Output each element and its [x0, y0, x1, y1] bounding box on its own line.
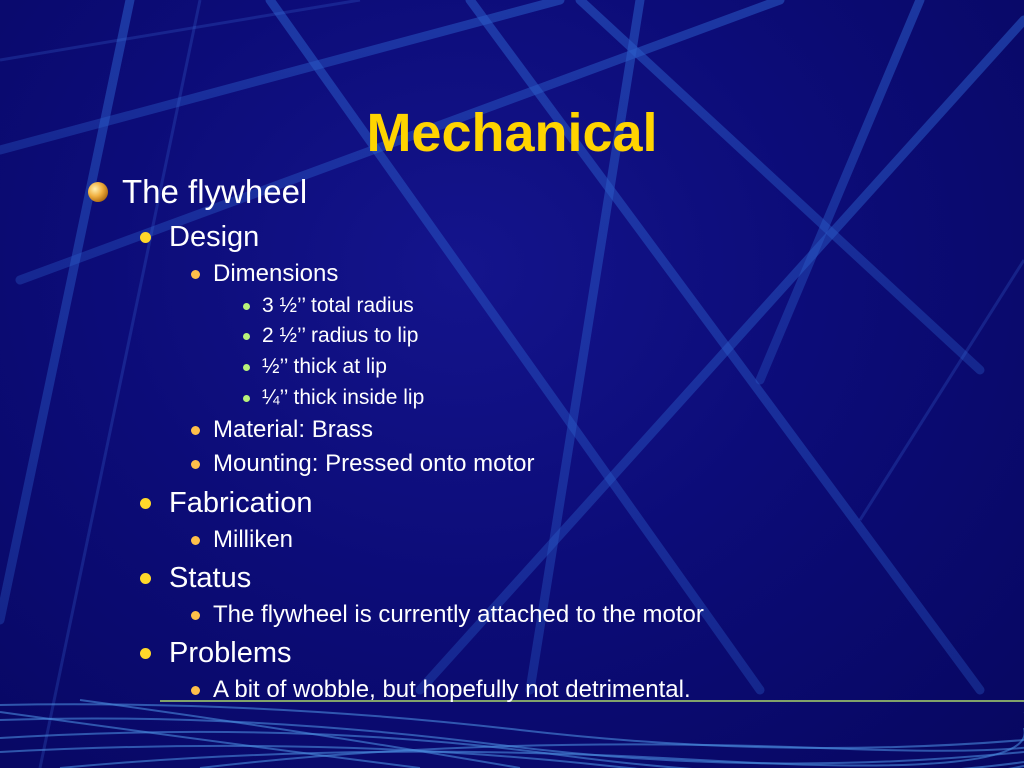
orb-bullet-icon [88, 182, 108, 202]
bullet-text: Design [169, 220, 260, 253]
bullet-text: ¼’’ thick inside lip [262, 386, 425, 409]
bullet-text: 2 ½’’ radius to lip [262, 324, 419, 347]
bullet-status [140, 559, 251, 597]
bullet-design [140, 218, 259, 256]
dot-bullet-icon [243, 333, 250, 340]
bullet-text: Status [169, 561, 252, 594]
dot-bullet-icon [191, 270, 200, 279]
dot-bullet-icon [140, 573, 151, 584]
bullet-flywheel [88, 170, 307, 214]
bullet-text: Fabrication [169, 486, 313, 519]
dot-bullet-icon [191, 426, 200, 435]
bullet-dimensions [191, 258, 338, 290]
bullet-text: Material: Brass [213, 416, 374, 443]
bullet-fabrication [140, 484, 312, 522]
bullet-material [191, 414, 373, 446]
dot-bullet-icon [243, 395, 250, 402]
bullet-dim-total-radius [243, 291, 414, 321]
bullet-text: Mounting: Pressed onto motor [213, 450, 535, 477]
bullet-text: Milliken [213, 526, 294, 553]
bullet-text: 3 ½’’ total radius [262, 294, 414, 317]
bullet-dim-thick-at-lip [243, 352, 387, 382]
dot-bullet-icon [191, 460, 200, 469]
slide-title: Mechanical [366, 103, 658, 163]
bullet-dim-thick-inside-lip [243, 383, 424, 413]
dot-bullet-icon [191, 611, 200, 620]
bullet-text: A bit of wobble, but hopefully not detrimental. [213, 676, 691, 703]
bullet-text: The flywheel is currently attached to the motor [213, 601, 704, 628]
bullet-text: Dimensions [213, 260, 339, 287]
dot-bullet-icon [140, 232, 151, 243]
bullet-text: The flywheel [122, 173, 308, 210]
dot-bullet-icon [140, 498, 151, 509]
dot-bullet-icon [243, 364, 250, 371]
bullet-status-detail [191, 599, 704, 631]
bullet-milliken [191, 524, 293, 556]
bullet-problems [140, 634, 292, 672]
bullet-dim-radius-to-lip [243, 321, 418, 351]
dot-bullet-icon [191, 536, 200, 545]
bullet-text: Problems [169, 636, 292, 669]
dot-bullet-icon [243, 303, 250, 310]
bullet-problems-detail [191, 674, 691, 706]
dot-bullet-icon [140, 648, 151, 659]
bullet-mounting [191, 448, 535, 480]
bullet-text: ½’’ thick at lip [262, 355, 387, 378]
dot-bullet-icon [191, 686, 200, 695]
